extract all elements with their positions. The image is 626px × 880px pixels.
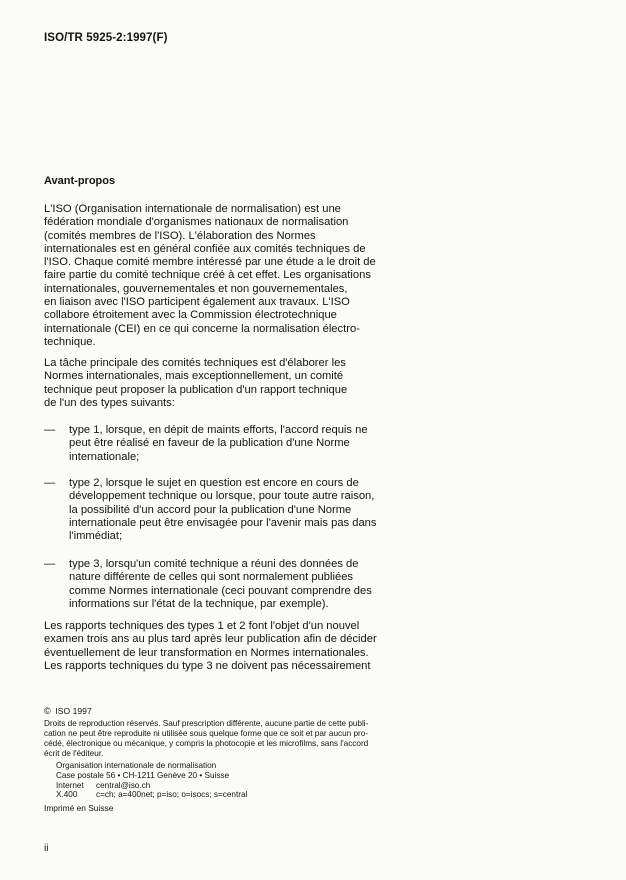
text-line: fédération mondiale d'organismes nationaux de normalisation xyxy=(44,216,349,229)
text-line: cédé, électronique ou mécanique, y compris la photocopie et les microfilms, sans l'accord xyxy=(44,739,369,748)
list-item-text xyxy=(69,424,368,464)
text-line: faire partie du comité technique créé à cet effet. Les organisations xyxy=(44,269,371,282)
text-line: la possibilité d'un accord pour la publication d'une Norme xyxy=(69,503,352,516)
text-line: type 2, lorsque le sujet en question est encore en cours de xyxy=(69,477,359,489)
list-item-text xyxy=(69,477,377,543)
text-line: internationale (CEI) en ce qui concerne la normalisation électro- xyxy=(44,322,360,335)
text-line: cation ne peut être reproduite ni utilisée sous quelque forme que ce soit et par aucun pro- xyxy=(44,729,369,738)
text-line: Normes internationales, mais exceptionnellement, un comité xyxy=(44,370,344,383)
text-line: informations sur l'état de la technique, par exemple). xyxy=(69,597,329,610)
publisher-address xyxy=(56,761,247,800)
foreword-paragraph-3 xyxy=(44,620,377,673)
text-line: (comités membres de l'ISO). L'élaboration des Normes xyxy=(44,229,316,242)
x400-label: X.400 xyxy=(56,790,78,800)
list-dash: — xyxy=(44,558,56,570)
text-line: de l'un des types suivants: xyxy=(44,396,175,409)
list-dash: — xyxy=(44,424,56,436)
text-line: Les rapports techniques du type 3 ne doivent pas nécessairement xyxy=(44,659,371,672)
text-line: technique. xyxy=(44,335,96,348)
text-line: nature différente de celles qui sont normalement publiées xyxy=(69,571,354,584)
text-line: développement technique ou lorsque, pour toute autre raison, xyxy=(69,490,375,503)
internet-label: Internet xyxy=(56,780,84,790)
text-line: Les rapports techniques des types 1 et 2 font l'objet d'un nouvel xyxy=(44,620,360,632)
text-line: internationale peut être envisagée pour l'avenir mais pas dans xyxy=(69,516,377,529)
printed-in: Imprimé en Suisse xyxy=(44,803,114,813)
text-line: l'ISO. Chaque comité membre intéressé par une étude a le droit de xyxy=(44,256,376,269)
list-dash: — xyxy=(44,477,56,489)
text-line: La tâche principale des comités techniques est d'élaborer les xyxy=(44,357,346,369)
text-line: éventuellement de leur transformation en Normes internationales. xyxy=(44,646,369,659)
text-line: type 3, lorsqu'un comité technique a réuni des données de xyxy=(69,558,359,570)
text-line: comme Normes internationale (ceci pouvant comprendre des xyxy=(69,584,372,597)
text-line: L'ISO (Organisation internationale de normalisation) est une xyxy=(44,203,341,215)
text-line: technique peut proposer la publication d'un rapport technique xyxy=(44,383,348,396)
text-line: internationales, gouvernementales et non gouvernementales, xyxy=(44,282,348,295)
foreword-paragraph-2 xyxy=(44,357,347,410)
x400-row xyxy=(56,790,247,800)
text-line: examen trois ans au plus tard après leur publication afin de décider xyxy=(44,633,377,646)
document-code-header: ISO/TR 5925-2:1997(F) xyxy=(44,32,168,44)
copyright-icon: © xyxy=(44,706,51,716)
list-item-text xyxy=(69,558,372,611)
text-line: internationale; xyxy=(69,450,140,463)
text-line: internationales est en général confiée aux comités techniques de xyxy=(44,242,366,255)
internet-row xyxy=(56,781,247,791)
internet-value: central@iso.ch xyxy=(96,780,151,790)
foreword-paragraph-1 xyxy=(44,203,376,349)
postal-address: Case postale 56 • CH-1211 Genève 20 • Suisse xyxy=(56,770,230,780)
text-line: écrit de l'éditeur. xyxy=(44,749,104,758)
text-line: l'immédiat; xyxy=(69,530,123,543)
text-line: peut être réalisé en faveur de la publication d'une Norme xyxy=(69,437,350,450)
text-line: Droits de reproduction réservés. Sauf prescription différente, aucune partie de cette publi- xyxy=(44,719,369,728)
text-line: en liaison avec l'ISO participent également aux travaux. L'ISO xyxy=(44,296,350,309)
copyright-notice xyxy=(44,706,92,716)
x400-value: c=ch; a=400net; p=iso; o=isocs; s=central xyxy=(96,790,248,800)
page-number: ii xyxy=(44,843,49,854)
organisation-name: Organisation internationale de normalisation xyxy=(56,761,217,770)
copyright-text: ISO 1997 xyxy=(55,706,92,716)
text-line: type 1, lorsque, en dépit de maints efforts, l'accord requis ne xyxy=(69,424,368,436)
section-title: Avant-propos xyxy=(44,175,116,187)
text-line: collabore étroitement avec la Commission électrotechnique xyxy=(44,309,337,322)
reproduction-rights xyxy=(44,719,394,759)
